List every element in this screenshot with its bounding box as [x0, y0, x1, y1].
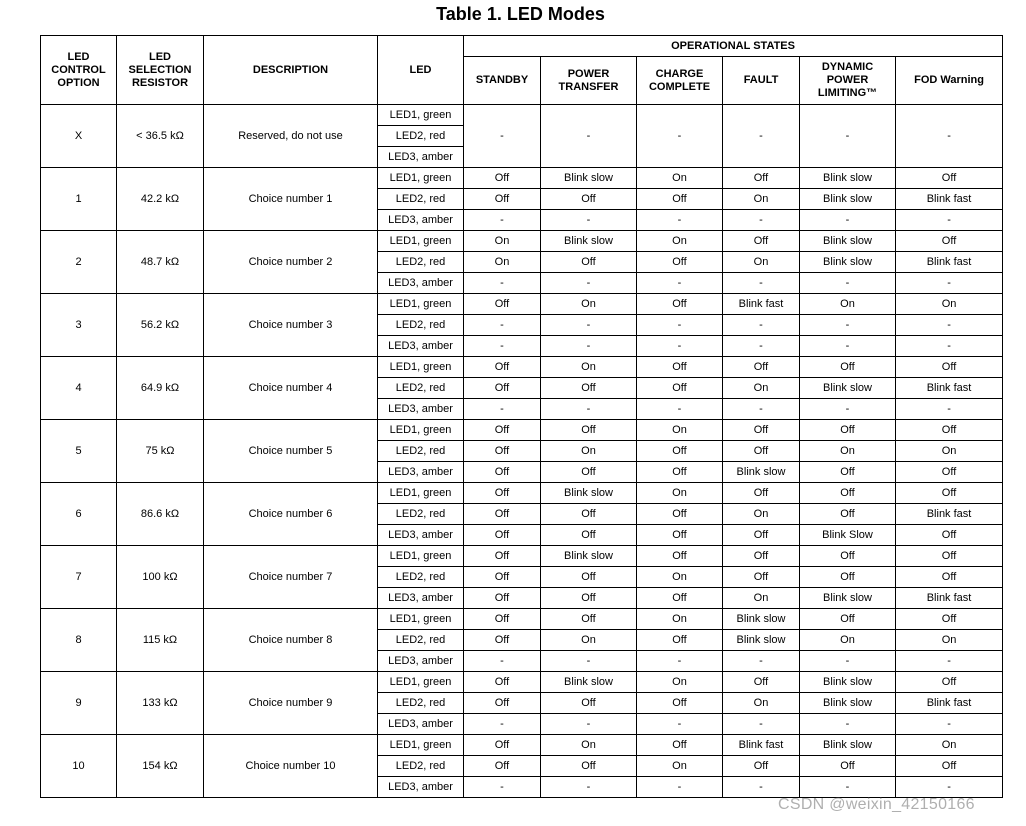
state-cell-standby: On [464, 231, 541, 252]
state-cell-dynamic-power-limiting: - [800, 399, 896, 420]
led-cell: LED2, red [378, 189, 464, 210]
header-description: DESCRIPTION [204, 36, 378, 105]
header-led: LED [378, 36, 464, 105]
state-cell-charge-complete: - [637, 315, 723, 336]
state-cell-charge-complete: - [637, 651, 723, 672]
option-cell: 8 [41, 609, 117, 672]
state-cell-fault: - [723, 210, 800, 231]
led-cell: LED1, green [378, 168, 464, 189]
led-cell: LED2, red [378, 126, 464, 147]
state-cell-charge-complete: On [637, 567, 723, 588]
state-cell-standby: Off [464, 693, 541, 714]
header-operational-states: OPERATIONAL STATES [464, 36, 1003, 57]
state-cell-power-transfer: Blink slow [541, 168, 637, 189]
state-cell-power-transfer: - [541, 399, 637, 420]
state-cell-dynamic-power-limiting: Off [800, 504, 896, 525]
state-cell-dynamic-power-limiting: Off [800, 462, 896, 483]
state-cell-fault: - [723, 777, 800, 798]
state-cell-power-transfer: - [541, 273, 637, 294]
state-cell-fault: - [723, 651, 800, 672]
state-cell-charge-complete: Off [637, 588, 723, 609]
option-cell: 6 [41, 483, 117, 546]
state-cell-standby: Off [464, 357, 541, 378]
state-cell-charge-complete: Off [637, 357, 723, 378]
led-cell: LED3, amber [378, 147, 464, 168]
state-cell-dynamic-power-limiting: Blink slow [800, 378, 896, 399]
state-cell-dynamic-power-limiting: - [800, 105, 896, 168]
state-cell-fault: Off [723, 441, 800, 462]
description-cell: Choice number 3 [204, 294, 378, 357]
state-cell-fod-warning: Blink fast [896, 504, 1003, 525]
state-cell-standby: - [464, 714, 541, 735]
state-cell-fod-warning: Blink fast [896, 588, 1003, 609]
led-cell: LED3, amber [378, 336, 464, 357]
state-cell-dynamic-power-limiting: Blink slow [800, 693, 896, 714]
led-modes-table [40, 35, 1003, 798]
state-cell-fod-warning: Off [896, 567, 1003, 588]
resistor-cell: 48.7 kΩ [117, 231, 204, 294]
led-cell: LED1, green [378, 294, 464, 315]
state-cell-charge-complete: - [637, 210, 723, 231]
state-cell-fault: Blink slow [723, 630, 800, 651]
state-cell-dynamic-power-limiting: - [800, 336, 896, 357]
state-cell-charge-complete: - [637, 336, 723, 357]
led-cell: LED1, green [378, 483, 464, 504]
led-cell: LED3, amber [378, 714, 464, 735]
state-cell-standby: - [464, 399, 541, 420]
state-cell-dynamic-power-limiting: Blink slow [800, 588, 896, 609]
state-cell-charge-complete: - [637, 399, 723, 420]
state-cell-fod-warning: - [896, 105, 1003, 168]
header-option: LED CONTROL OPTION [41, 36, 117, 105]
led-cell: LED1, green [378, 672, 464, 693]
option-cell: 10 [41, 735, 117, 798]
state-cell-fod-warning: - [896, 714, 1003, 735]
state-cell-dynamic-power-limiting: Off [800, 567, 896, 588]
led-cell: LED1, green [378, 546, 464, 567]
table-row [41, 420, 1003, 441]
led-cell: LED3, amber [378, 651, 464, 672]
state-cell-dynamic-power-limiting: - [800, 315, 896, 336]
description-cell: Choice number 5 [204, 420, 378, 483]
resistor-cell: 75 kΩ [117, 420, 204, 483]
led-cell: LED2, red [378, 693, 464, 714]
led-cell: LED3, amber [378, 588, 464, 609]
state-cell-charge-complete: On [637, 231, 723, 252]
state-cell-standby: Off [464, 672, 541, 693]
state-cell-charge-complete: Off [637, 693, 723, 714]
led-cell: LED2, red [378, 504, 464, 525]
led-cell: LED1, green [378, 609, 464, 630]
state-cell-dynamic-power-limiting: On [800, 441, 896, 462]
state-cell-fault: On [723, 588, 800, 609]
state-cell-fod-warning: Off [896, 168, 1003, 189]
state-cell-power-transfer: On [541, 735, 637, 756]
state-cell-standby: On [464, 252, 541, 273]
table-row [41, 105, 1003, 126]
state-cell-fod-warning: On [896, 441, 1003, 462]
state-cell-fault: On [723, 693, 800, 714]
led-cell: LED2, red [378, 378, 464, 399]
state-cell-fault: - [723, 273, 800, 294]
state-cell-dynamic-power-limiting: Off [800, 546, 896, 567]
led-cell: LED3, amber [378, 462, 464, 483]
led-cell: LED1, green [378, 231, 464, 252]
resistor-cell: 42.2 kΩ [117, 168, 204, 231]
header-state-charge-complete: CHARGE COMPLETE [637, 57, 723, 105]
state-cell-fault: Off [723, 483, 800, 504]
state-cell-dynamic-power-limiting: Blink slow [800, 231, 896, 252]
option-cell: 5 [41, 420, 117, 483]
state-cell-dynamic-power-limiting: Off [800, 756, 896, 777]
state-cell-dynamic-power-limiting: Blink slow [800, 735, 896, 756]
state-cell-power-transfer: Off [541, 588, 637, 609]
description-cell: Reserved, do not use [204, 105, 378, 168]
state-cell-fault: Blink fast [723, 735, 800, 756]
led-cell: LED2, red [378, 315, 464, 336]
state-cell-power-transfer: Off [541, 525, 637, 546]
state-cell-standby: - [464, 777, 541, 798]
state-cell-fault: On [723, 504, 800, 525]
table-row [41, 546, 1003, 567]
state-cell-standby: - [464, 651, 541, 672]
state-cell-fault: - [723, 399, 800, 420]
option-cell: 7 [41, 546, 117, 609]
state-cell-fod-warning: Blink fast [896, 189, 1003, 210]
resistor-cell: 56.2 kΩ [117, 294, 204, 357]
led-cell: LED1, green [378, 420, 464, 441]
state-cell-fod-warning: - [896, 399, 1003, 420]
state-cell-charge-complete: Off [637, 441, 723, 462]
state-cell-power-transfer: Off [541, 693, 637, 714]
state-cell-fod-warning: - [896, 336, 1003, 357]
state-cell-fod-warning: Blink fast [896, 693, 1003, 714]
led-cell: LED3, amber [378, 273, 464, 294]
led-cell: LED3, amber [378, 399, 464, 420]
table-row [41, 483, 1003, 504]
state-cell-standby: Off [464, 735, 541, 756]
state-cell-power-transfer: Off [541, 756, 637, 777]
state-cell-standby: Off [464, 441, 541, 462]
state-cell-fod-warning: Blink fast [896, 252, 1003, 273]
state-cell-fault: - [723, 336, 800, 357]
state-cell-fault: Off [723, 546, 800, 567]
state-cell-fod-warning: - [896, 315, 1003, 336]
led-cell: LED1, green [378, 357, 464, 378]
state-cell-charge-complete: On [637, 483, 723, 504]
led-cell: LED2, red [378, 630, 464, 651]
state-cell-power-transfer: Off [541, 252, 637, 273]
state-cell-power-transfer: Off [541, 420, 637, 441]
state-cell-standby: - [464, 273, 541, 294]
state-cell-power-transfer: Off [541, 567, 637, 588]
state-cell-fod-warning: On [896, 630, 1003, 651]
state-cell-fault: Blink fast [723, 294, 800, 315]
state-cell-standby: Off [464, 525, 541, 546]
state-cell-dynamic-power-limiting: Blink slow [800, 672, 896, 693]
state-cell-fault: - [723, 105, 800, 168]
description-cell: Choice number 1 [204, 168, 378, 231]
table-row [41, 609, 1003, 630]
state-cell-dynamic-power-limiting: Off [800, 357, 896, 378]
description-cell: Choice number 10 [204, 735, 378, 798]
state-cell-fault: Off [723, 567, 800, 588]
option-cell: 9 [41, 672, 117, 735]
state-cell-power-transfer: On [541, 630, 637, 651]
led-cell: LED3, amber [378, 210, 464, 231]
state-cell-dynamic-power-limiting: Blink slow [800, 252, 896, 273]
state-cell-fault: Off [723, 231, 800, 252]
state-cell-charge-complete: - [637, 777, 723, 798]
state-cell-charge-complete: - [637, 105, 723, 168]
state-cell-dynamic-power-limiting: Blink slow [800, 189, 896, 210]
led-cell: LED2, red [378, 756, 464, 777]
led-cell: LED2, red [378, 567, 464, 588]
state-cell-standby: Off [464, 420, 541, 441]
state-cell-dynamic-power-limiting: - [800, 777, 896, 798]
state-cell-power-transfer: - [541, 777, 637, 798]
state-cell-fod-warning: Off [896, 609, 1003, 630]
state-cell-fault: Off [723, 168, 800, 189]
state-cell-fod-warning: Off [896, 546, 1003, 567]
option-cell: X [41, 105, 117, 168]
state-cell-fod-warning: Off [896, 462, 1003, 483]
led-cell: LED1, green [378, 105, 464, 126]
state-cell-fod-warning: Off [896, 483, 1003, 504]
state-cell-power-transfer: Blink slow [541, 546, 637, 567]
state-cell-fod-warning: Blink fast [896, 378, 1003, 399]
state-cell-fault: Off [723, 357, 800, 378]
state-cell-charge-complete: Off [637, 735, 723, 756]
state-cell-fault: Off [723, 525, 800, 546]
state-cell-standby: Off [464, 504, 541, 525]
state-cell-standby: Off [464, 588, 541, 609]
state-cell-standby: - [464, 210, 541, 231]
state-cell-dynamic-power-limiting: On [800, 294, 896, 315]
table-row [41, 735, 1003, 756]
state-cell-standby: Off [464, 462, 541, 483]
state-cell-fod-warning: - [896, 651, 1003, 672]
header-state-dynamic-power-limiting: DYNAMIC POWER LIMITING™ [800, 57, 896, 105]
resistor-cell: 86.6 kΩ [117, 483, 204, 546]
option-cell: 3 [41, 294, 117, 357]
state-cell-dynamic-power-limiting: - [800, 651, 896, 672]
state-cell-standby: Off [464, 168, 541, 189]
state-cell-charge-complete: Off [637, 189, 723, 210]
state-cell-dynamic-power-limiting: Blink Slow [800, 525, 896, 546]
state-cell-charge-complete: Off [637, 504, 723, 525]
state-cell-standby: Off [464, 546, 541, 567]
state-cell-standby: Off [464, 567, 541, 588]
state-cell-fod-warning: Off [896, 357, 1003, 378]
state-cell-fault: Off [723, 420, 800, 441]
state-cell-power-transfer: Off [541, 609, 637, 630]
state-cell-charge-complete: - [637, 273, 723, 294]
state-cell-fod-warning: Off [896, 672, 1003, 693]
state-cell-charge-complete: Off [637, 546, 723, 567]
led-cell: LED1, green [378, 735, 464, 756]
header-state-standby: STANDBY [464, 57, 541, 105]
table-title: Table 1. LED Modes [436, 4, 605, 24]
state-cell-fault: On [723, 378, 800, 399]
state-cell-fod-warning: On [896, 735, 1003, 756]
option-cell: 2 [41, 231, 117, 294]
state-cell-charge-complete: Off [637, 294, 723, 315]
state-cell-standby: Off [464, 609, 541, 630]
state-cell-power-transfer: - [541, 651, 637, 672]
state-cell-power-transfer: Off [541, 462, 637, 483]
table-row [41, 168, 1003, 189]
description-cell: Choice number 9 [204, 672, 378, 735]
table-body [41, 105, 1003, 798]
table-row [41, 672, 1003, 693]
resistor-cell: 64.9 kΩ [117, 357, 204, 420]
led-cell: LED3, amber [378, 777, 464, 798]
state-cell-dynamic-power-limiting: Off [800, 609, 896, 630]
state-cell-power-transfer: - [541, 315, 637, 336]
state-cell-fault: Blink slow [723, 609, 800, 630]
state-cell-power-transfer: - [541, 714, 637, 735]
state-cell-dynamic-power-limiting: - [800, 714, 896, 735]
header-resistor: LED SELECTION RESISTOR [117, 36, 204, 105]
state-cell-fault: - [723, 315, 800, 336]
state-cell-standby: Off [464, 294, 541, 315]
state-cell-fod-warning: - [896, 273, 1003, 294]
resistor-cell: 115 kΩ [117, 609, 204, 672]
state-cell-fod-warning: - [896, 210, 1003, 231]
state-cell-fault: On [723, 189, 800, 210]
state-cell-standby: - [464, 336, 541, 357]
header-state-fod-warning: FOD Warning [896, 57, 1003, 105]
state-cell-standby: Off [464, 189, 541, 210]
state-cell-dynamic-power-limiting: - [800, 210, 896, 231]
state-cell-power-transfer: Blink slow [541, 483, 637, 504]
state-cell-charge-complete: - [637, 714, 723, 735]
state-cell-power-transfer: Off [541, 504, 637, 525]
state-cell-power-transfer: - [541, 336, 637, 357]
option-cell: 1 [41, 168, 117, 231]
header-state-fault: FAULT [723, 57, 800, 105]
state-cell-dynamic-power-limiting: On [800, 630, 896, 651]
table-row [41, 294, 1003, 315]
state-cell-standby: Off [464, 483, 541, 504]
description-cell: Choice number 2 [204, 231, 378, 294]
state-cell-fod-warning: - [896, 777, 1003, 798]
state-cell-fault: - [723, 714, 800, 735]
state-cell-dynamic-power-limiting: Off [800, 483, 896, 504]
state-cell-power-transfer: On [541, 441, 637, 462]
description-cell: Choice number 8 [204, 609, 378, 672]
state-cell-fault: On [723, 252, 800, 273]
led-cell: LED2, red [378, 441, 464, 462]
state-cell-charge-complete: On [637, 756, 723, 777]
state-cell-fod-warning: Off [896, 231, 1003, 252]
state-cell-charge-complete: On [637, 672, 723, 693]
state-cell-fod-warning: Off [896, 420, 1003, 441]
state-cell-fod-warning: Off [896, 756, 1003, 777]
state-cell-standby: Off [464, 378, 541, 399]
state-cell-charge-complete: Off [637, 525, 723, 546]
state-cell-fod-warning: Off [896, 525, 1003, 546]
state-cell-power-transfer: Blink slow [541, 672, 637, 693]
state-cell-power-transfer: Off [541, 189, 637, 210]
resistor-cell: < 36.5 kΩ [117, 105, 204, 168]
state-cell-charge-complete: Off [637, 462, 723, 483]
led-cell: LED2, red [378, 252, 464, 273]
resistor-cell: 100 kΩ [117, 546, 204, 609]
state-cell-charge-complete: Off [637, 252, 723, 273]
description-cell: Choice number 6 [204, 483, 378, 546]
description-cell: Choice number 4 [204, 357, 378, 420]
resistor-cell: 133 kΩ [117, 672, 204, 735]
state-cell-dynamic-power-limiting: - [800, 273, 896, 294]
state-cell-fod-warning: On [896, 294, 1003, 315]
description-cell: Choice number 7 [204, 546, 378, 609]
state-cell-charge-complete: On [637, 420, 723, 441]
state-cell-power-transfer: Off [541, 378, 637, 399]
state-cell-fault: Blink slow [723, 462, 800, 483]
state-cell-fault: Off [723, 672, 800, 693]
state-cell-power-transfer: - [541, 210, 637, 231]
state-cell-standby: Off [464, 756, 541, 777]
state-cell-fault: Off [723, 756, 800, 777]
state-cell-standby: - [464, 315, 541, 336]
option-cell: 4 [41, 357, 117, 420]
state-cell-standby: - [464, 105, 541, 168]
watermark: CSDN @weixin_42150166 [778, 796, 975, 813]
state-cell-charge-complete: On [637, 609, 723, 630]
state-cell-power-transfer: On [541, 294, 637, 315]
state-cell-standby: Off [464, 630, 541, 651]
state-cell-charge-complete: On [637, 168, 723, 189]
header-state-power-transfer: POWER TRANSFER [541, 57, 637, 105]
state-cell-power-transfer: - [541, 105, 637, 168]
table-row [41, 357, 1003, 378]
state-cell-charge-complete: Off [637, 630, 723, 651]
resistor-cell: 154 kΩ [117, 735, 204, 798]
state-cell-power-transfer: Blink slow [541, 231, 637, 252]
table-row [41, 231, 1003, 252]
state-cell-dynamic-power-limiting: Off [800, 420, 896, 441]
led-cell: LED3, amber [378, 525, 464, 546]
state-cell-dynamic-power-limiting: Blink slow [800, 168, 896, 189]
state-cell-charge-complete: Off [637, 378, 723, 399]
state-cell-power-transfer: On [541, 357, 637, 378]
